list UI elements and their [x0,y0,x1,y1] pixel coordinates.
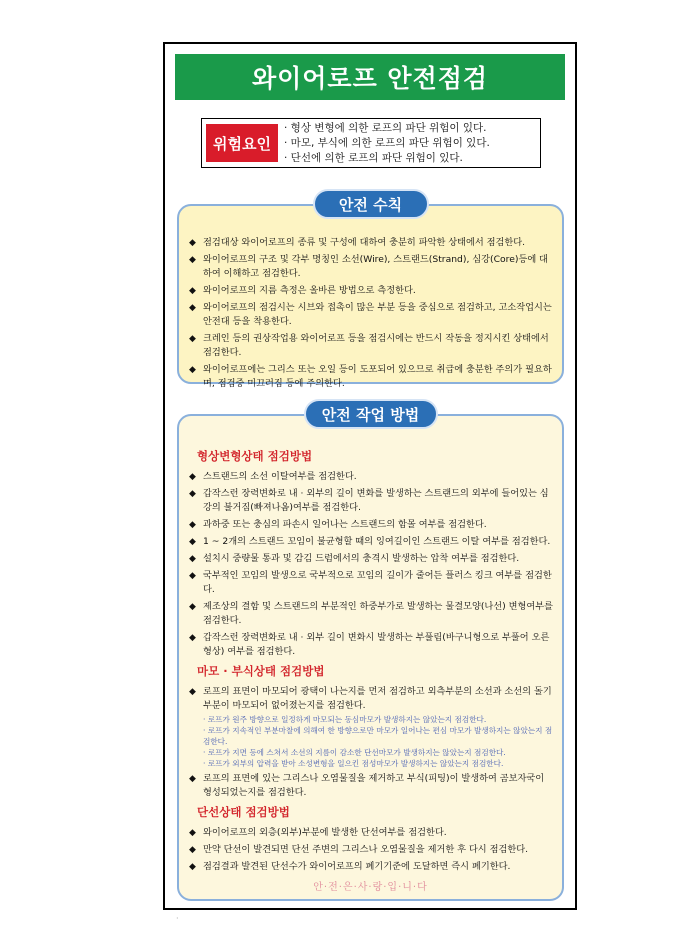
page-title: 와이어로프 안전점검 [175,54,565,100]
hazard-item: · 단선에 의한 로프의 파단 위험이 있다. [284,151,463,164]
safety-rules-list [189,236,554,394]
hazard-item: · 형상 변형에 의한 로프의 파단 위험이 있다. [284,121,487,134]
hazard-box [201,118,541,168]
wear-note: · 로프가 외부의 압력을 받아 소성변형을 일으킨 점성마모가 발생하지는 않았는지 점검한다. [203,759,504,768]
shape-item: ◆ 국부적인 꼬임의 발생으로 국부적으로 꼬임의 길이가 줄어든 플러스 킹크 여부를 점검한다. [189,569,554,597]
hazard-item: · 마모, 부식에 의한 로프의 파단 위험이 있다. [284,136,490,149]
safe-work-panel [177,405,564,901]
wear-notes [203,714,554,769]
shape-list [189,470,554,659]
rule-item: ◆ 크레인 등의 권상작업용 와이어로프 등을 점검시에는 반드시 작동을 정지시킨 상태에서 점검한다. [189,332,554,360]
rule-item: ◆ 와이어로프의 지름 측정은 올바른 방법으로 측정한다. [189,284,554,298]
shape-item: ◆ 제조상의 결함 및 스트랜드의 부분적인 하중부가로 발생하는 물결모양(나선) 변형여부를 점검한다. [189,600,554,628]
safety-rules-heading: 안전 수칙 [313,189,429,219]
hazard-list [284,121,490,166]
wear-note: · 로프가 지면 등에 스쳐서 소선의 지름이 감소한 단선마모가 발생하지는 않았는지 점검한다. [203,748,506,757]
rule-item: ◆ 와이어로프의 점검시는 시브와 접촉이 많은 부분 등을 중심으로 점검하고, 고소작업시는 안전대 등을 착용한다. [189,301,554,329]
shape-section-title: 형상변형상태 점검방법 [197,449,313,463]
wear-note: · 로프가 원주 방향으로 일정하게 마모되는 동심마모가 발생하지는 않았는지 점검한다. [203,715,487,724]
shape-item: ◆ 1 ~ 2개의 스트랜드 꼬임이 불균형할 때의 잉여길이인 스트랜드 이탈 여부를 점검한다. [189,535,554,549]
rule-item: ◆ 점검대상 와이어로프의 종류 및 구성에 대하여 충분히 파악한 상태에서 점검한다. [189,236,554,250]
break-item: ◆ 와이어로프의 외층(외부)부분에 발생한 단선여부를 점검한다. [189,826,554,840]
wear-list-2 [189,772,554,800]
shape-item: ◆ 갑작스런 장력변화로 내 · 외부의 길이 변화를 발생하는 스트랜드의 외부에 들어있는 심강의 불거짐(빠져나옴)여부를 점검한다. [189,487,554,515]
safe-work-content [189,444,554,877]
break-section-title: 단선상태 점검방법 [197,805,290,819]
footer-slogan: 안·전·은·사·랑·입·니·다 [313,882,428,893]
poster [163,42,577,910]
print-mark: · [176,914,179,923]
safe-work-heading: 안전 작업 방법 [304,399,438,429]
break-item: ◆ 만약 단선이 발견되면 단선 주변의 그리스나 오염물질을 제거한 후 다시 점검한다. [189,843,554,857]
wear-item: ◆ 로프의 표면이 마모되어 광택이 나는지를 먼저 점검하고 외측부분의 소선과 소선의 돌기 부분이 마모되어 없어졌는지를 점검한다. [189,685,554,713]
wear-item: ◆ 로프의 표면에 있는 그리스나 오염물질을 제거하고 부식(피팅)이 발생하여 곰보자국이 형성되었는지를 점검한다. [189,772,554,800]
shape-item: ◆ 스트랜드의 소선 이탈여부를 점검한다. [189,470,554,484]
shape-item: ◆ 갑작스런 장력변화로 내 · 외부 길이 변화시 발생하는 부풀림(바구니형으로 부풀어 오른 형상) 여부를 점검한다. [189,631,554,659]
break-list [189,826,554,874]
safety-rules-panel [177,195,564,389]
wear-list [189,685,554,713]
shape-item: ◆ 과하중 또는 충심의 파손시 일어나는 스트랜드의 함몰 여부를 점검한다. [189,518,554,532]
wear-section-title: 마모 · 부식상태 점검방법 [197,664,325,678]
hazard-label: 위험요인 [206,124,278,162]
rule-item: ◆ 와이어로프의 구조 및 각부 명칭인 소선(Wire), 스트랜드(Strand), 심강(Core)등에 대하여 이해하고 점검한다. [189,253,554,281]
shape-item: ◆ 설치시 중량물 통과 및 감김 드럼에서의 충격시 발생하는 압착 여부를 점검한다. [189,552,554,566]
wear-note: · 로프가 지속적인 부분마찰에 의해여 한 방향으로만 마모가 일어나는 편심 마모가 발생하지는 않았는지 점검한다. [203,726,553,746]
break-item: ◆ 점검결과 발견된 단선수가 와이어로프의 폐기기준에 도달하면 즉시 폐기한다. [189,860,554,874]
rule-item: ◆ 와이어로프에는 그리스 또는 오일 등이 도포되어 있으므로 취급에 충분한 주의가 필요하며, 점검중 미끄러짐 등에 주의한다. [189,363,554,391]
